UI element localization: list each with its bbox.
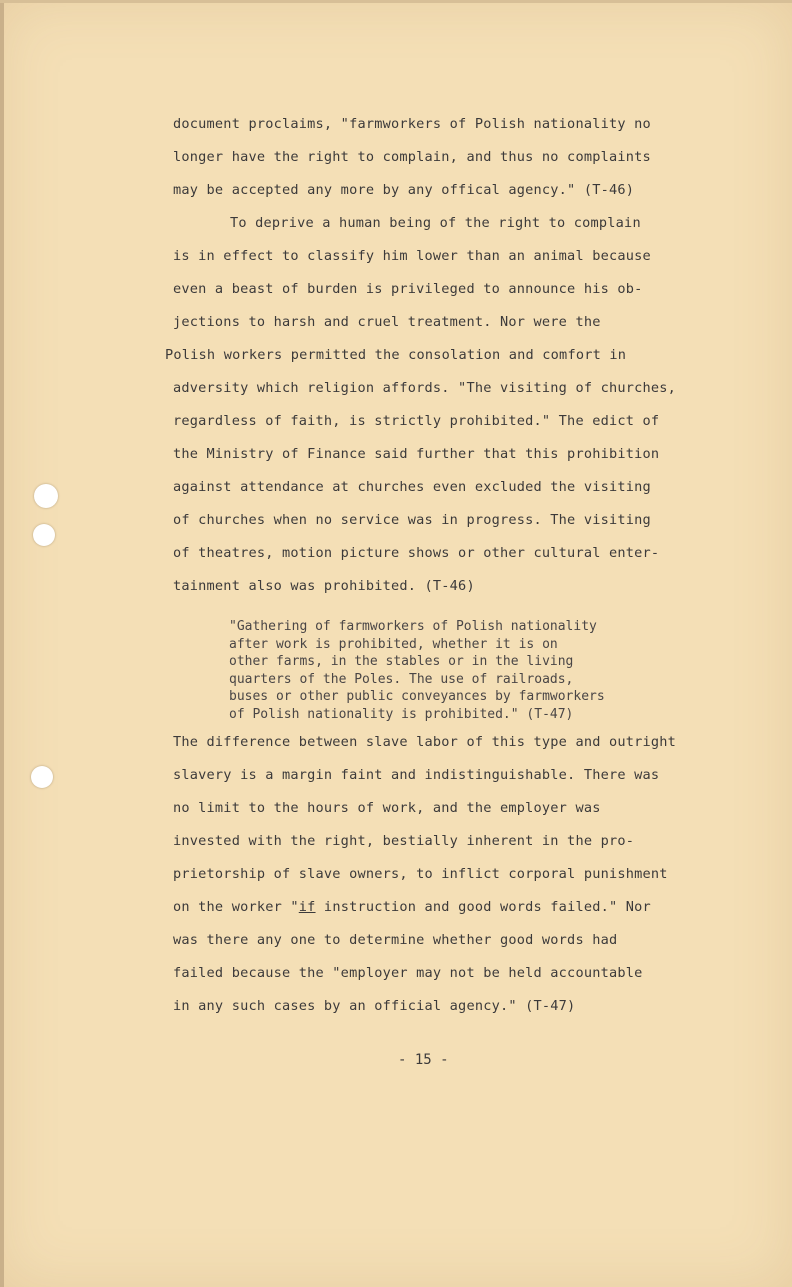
- quote-line: of Polish nationality is prohibited." (T-47): [229, 706, 574, 722]
- text-line: may be accepted any more by any offical agency." (T-46): [173, 182, 635, 198]
- binder-hole-bottom: [31, 766, 53, 788]
- text-line: was there any one to determine whether good words had: [173, 932, 618, 948]
- quote-line: quarters of the Poles. The use of railroads,: [229, 671, 574, 687]
- text-fragment: on the worker ": [173, 899, 299, 915]
- text-line: slavery is a margin faint and indistinguishable. There was: [173, 767, 660, 783]
- text-line: tainment also was prohibited. (T-46): [173, 578, 475, 594]
- text-line: To deprive a human being of the right to complain: [230, 215, 641, 231]
- page-left-edge: [0, 0, 4, 1287]
- text-line: against attendance at churches even excluded the visiting: [173, 479, 651, 495]
- text-line: prietorship of slave owners, to inflict corporal punishment: [173, 866, 668, 882]
- quote-line: "Gathering of farmworkers of Polish nationality: [229, 619, 597, 634]
- text-line: in any such cases by an official agency." (T-47): [173, 998, 576, 1014]
- text-line: Polish workers permitted the consolation and comfort in: [165, 347, 627, 363]
- binder-hole-top: [34, 484, 58, 508]
- text-line: longer have the right to complain, and thus no complaints: [173, 149, 651, 165]
- text-line: no limit to the hours of work, and the employer was: [173, 800, 601, 816]
- text-line-with-underline: [173, 899, 651, 915]
- page-number: - 15 -: [398, 1052, 449, 1068]
- text-line: invested with the right, bestially inherent in the pro-: [173, 833, 635, 849]
- underlined-word: if: [298, 899, 316, 915]
- text-line: The difference between slave labor of this type and outright: [173, 734, 677, 750]
- quote-line: after work is prohibited, whether it is on: [229, 636, 558, 652]
- text-line: jections to harsh and cruel treatment. Nor were the: [173, 314, 601, 330]
- text-fragment: instruction and good words failed." Nor: [315, 899, 651, 915]
- text-line: document proclaims, "farmworkers of Polish nationality no: [173, 116, 651, 132]
- text-line: adversity which religion affords. "The visiting of churches,: [173, 380, 677, 396]
- text-line: of theatres, motion picture shows or other cultural enter-: [173, 545, 660, 561]
- text-line: the Ministry of Finance said further that this prohibition: [173, 446, 660, 462]
- text-line: is in effect to classify him lower than an animal because: [173, 248, 651, 264]
- quote-line: other farms, in the stables or in the living: [229, 654, 574, 670]
- page-top-edge: [0, 0, 792, 3]
- block-quote: [229, 618, 605, 724]
- binder-hole-middle: [33, 524, 55, 546]
- text-line: regardless of faith, is strictly prohibited." The edict of: [173, 413, 660, 429]
- text-line: of churches when no service was in progress. The visiting: [173, 512, 651, 528]
- text-line: even a beast of burden is privileged to announce his ob-: [173, 281, 643, 297]
- text-line: failed because the "employer may not be held accountable: [173, 965, 643, 981]
- quote-line: buses or other public conveyances by farmworkers: [229, 689, 605, 705]
